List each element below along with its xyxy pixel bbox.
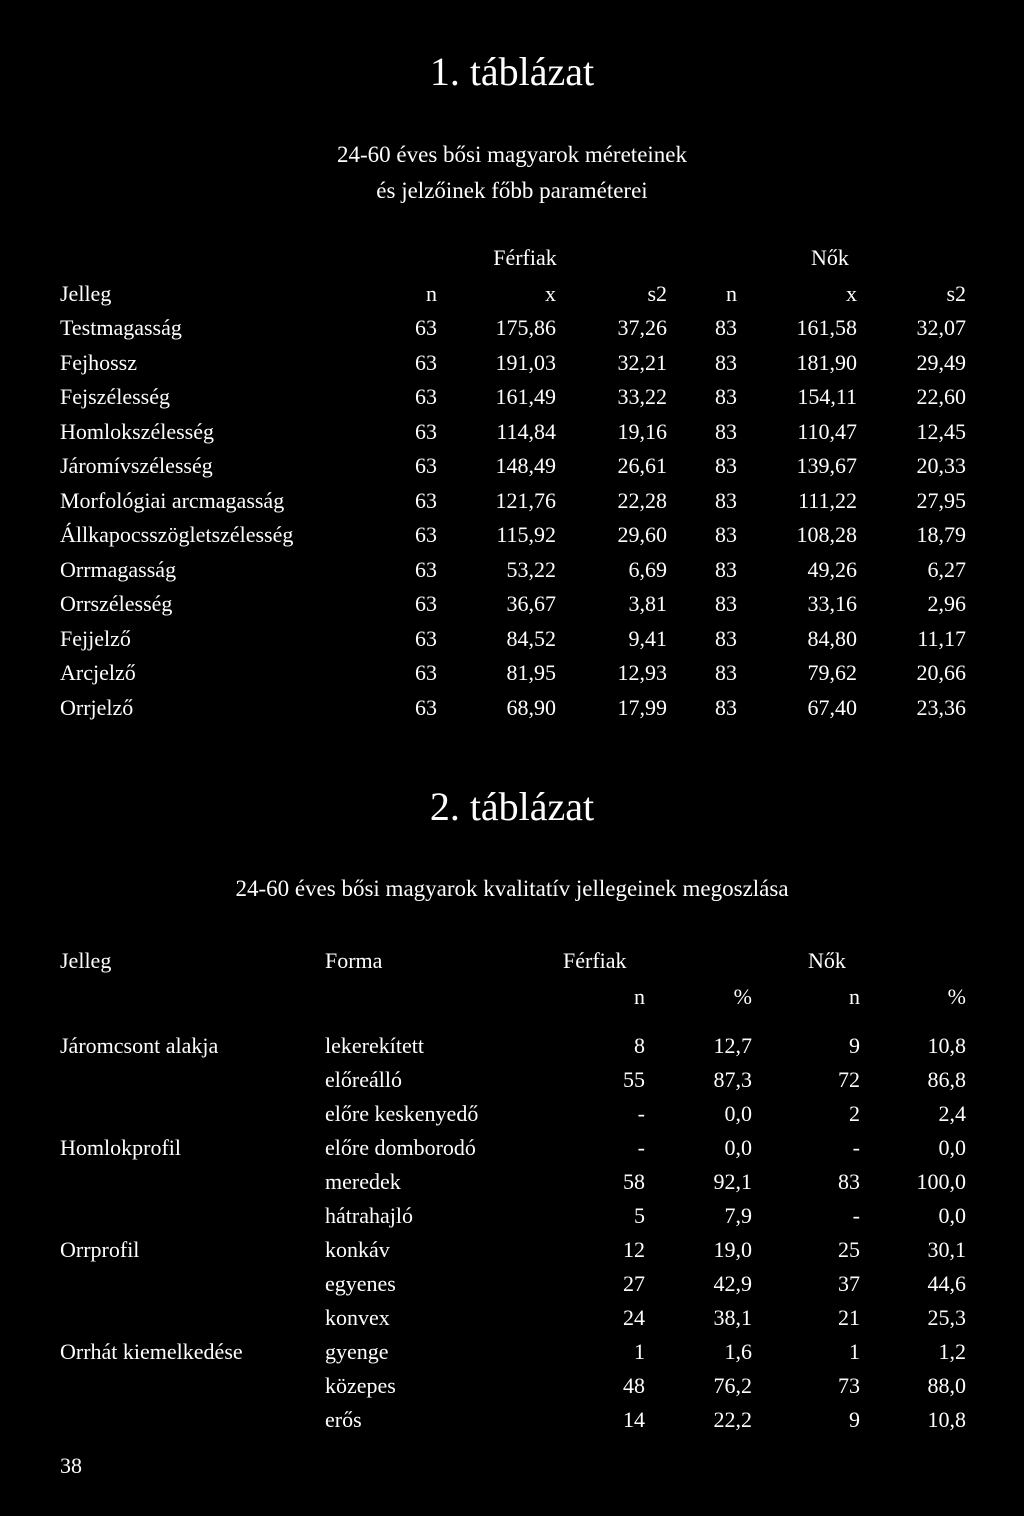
row-label: Fejjelző (60, 625, 131, 651)
column-header: x (846, 281, 857, 306)
table-cell: 26,61 (617, 453, 667, 478)
row-form: meredek (325, 1169, 401, 1194)
table-cell: - (637, 1101, 645, 1126)
table-cell: 1,2 (938, 1339, 966, 1364)
table-cell: 25 (838, 1237, 860, 1262)
column-header-jelleg: Jelleg (60, 948, 112, 973)
table-cell: 8 (634, 1033, 645, 1058)
row-label: Homlokszélesség (60, 418, 214, 444)
table-cell: 63 (415, 591, 437, 616)
table-cell: 17,99 (617, 694, 667, 720)
row-label: Állkapocsszögletszélesség (60, 522, 294, 547)
table-cell: 1 (634, 1339, 645, 1364)
row-form: egyenes (325, 1271, 396, 1296)
table-cell: 19,16 (617, 418, 667, 444)
table2-subtitle: 24-60 éves bősi magyarok kvalitatív jellegeinek megoszlása (235, 876, 789, 901)
row-label: Járomívszélesség (60, 453, 213, 478)
table-cell: 9 (849, 1033, 860, 1058)
row-label: Fejszélesség (60, 384, 170, 409)
table-cell: 2,96 (927, 591, 966, 616)
table-cell: 83 (838, 1169, 860, 1194)
row-form: gyenge (325, 1339, 389, 1364)
table-cell: 63 (415, 522, 437, 547)
table-cell: 83 (715, 349, 737, 375)
table-cell: 6,27 (927, 556, 966, 582)
table-cell: 33,22 (617, 384, 667, 409)
table-cell: 19,0 (713, 1237, 752, 1262)
table-cell: 161,49 (495, 384, 556, 409)
table-cell: 36,67 (506, 591, 556, 616)
column-header-jelleg: Jelleg (60, 281, 112, 306)
table-cell: 38,1 (713, 1305, 752, 1330)
table-cell: 55 (623, 1067, 645, 1092)
table-cell: 63 (415, 660, 437, 685)
table-cell: 18,79 (916, 522, 966, 547)
group-header-men: Férfiak (493, 245, 557, 270)
table-cell: 139,67 (796, 453, 857, 478)
column-header: n (426, 281, 437, 306)
table-cell: 49,26 (807, 556, 857, 582)
table-cell: 63 (415, 625, 437, 651)
table-cell: 29,60 (617, 522, 667, 547)
row-label: Orrszélesség (60, 591, 173, 616)
table-cell: 121,76 (495, 487, 556, 513)
table-cell: 12 (623, 1237, 645, 1262)
table-cell: 83 (715, 522, 737, 547)
table-cell: 32,21 (617, 349, 667, 375)
table1-title: 1. táblázat (429, 49, 595, 94)
row-label: Arcjelző (60, 660, 136, 685)
table-cell: 12,7 (713, 1033, 752, 1058)
column-header-ferfiak: Férfiak (563, 948, 627, 973)
table-cell: 58 (623, 1169, 645, 1194)
table-cell: 2 (849, 1101, 860, 1126)
row-trait: Orrhát kiemelkedése (60, 1339, 243, 1364)
column-header-nok: Nők (808, 948, 846, 973)
table-cell: 161,58 (796, 315, 857, 340)
row-label: Orrjelző (60, 694, 134, 720)
table-cell: 0,0 (724, 1101, 752, 1126)
table-cell: 83 (715, 384, 737, 409)
row-form: közepes (325, 1373, 396, 1398)
table-cell: 22,28 (617, 487, 667, 513)
table-cell: 24 (623, 1305, 645, 1330)
table-cell: 0,0 (938, 1135, 966, 1160)
table-cell: 20,66 (916, 660, 966, 685)
table-cell: 10,8 (927, 1033, 966, 1058)
table-cell: 14 (623, 1407, 645, 1432)
table-cell: 32,07 (916, 315, 966, 340)
table-cell: 29,49 (916, 349, 966, 375)
table-cell: 68,90 (506, 694, 556, 720)
table-cell: 20,33 (916, 453, 966, 478)
table2-title: 2. táblázat (429, 784, 595, 829)
table-cell: 83 (715, 453, 737, 478)
table-cell: 63 (415, 384, 437, 409)
column-subheader: % (947, 984, 966, 1009)
row-label: Testmagasság (60, 315, 182, 340)
table-cell: 115,92 (496, 522, 556, 547)
column-header: s2 (946, 281, 966, 306)
table-cell: 1,6 (724, 1339, 752, 1364)
table-cell: 22,2 (713, 1407, 752, 1432)
table-cell: - (852, 1203, 860, 1228)
table-cell: 3,81 (628, 591, 667, 616)
table-cell: 83 (715, 315, 737, 340)
table-cell: 48 (623, 1373, 645, 1398)
row-label: Orrmagasság (60, 556, 177, 582)
table-cell: 84,52 (506, 625, 556, 651)
table-cell: 73 (838, 1373, 860, 1398)
table-cell: 63 (415, 418, 437, 444)
table-cell: 0,0 (938, 1203, 966, 1228)
column-subheader: n (849, 984, 860, 1009)
table-cell: 7,9 (724, 1203, 752, 1228)
table-cell: - (852, 1135, 860, 1160)
table-cell: 81,95 (506, 660, 556, 685)
table-cell: 12,93 (617, 660, 667, 685)
table-cell: 30,1 (927, 1237, 966, 1262)
table-cell: 110,47 (797, 418, 857, 444)
table-cell: 37 (838, 1271, 860, 1296)
table-cell: 25,3 (927, 1305, 966, 1330)
table-cell: 148,49 (495, 453, 556, 478)
row-form: konkáv (325, 1237, 390, 1262)
table-cell: 92,1 (713, 1169, 752, 1194)
column-header: n (726, 281, 737, 306)
table-cell: 83 (715, 591, 737, 616)
table-cell: 76,2 (713, 1373, 752, 1398)
table-cell: 84,80 (807, 625, 857, 651)
table-cell: 114,84 (496, 418, 556, 444)
table-cell: 83 (715, 487, 737, 513)
row-trait: Járomcsont alakja (60, 1033, 219, 1058)
table-cell: 9,41 (628, 625, 667, 651)
table-cell: 44,6 (927, 1271, 966, 1296)
table-cell: 2,4 (938, 1101, 966, 1126)
row-form: előre keskenyedő (325, 1101, 479, 1126)
row-form: hátrahajló (325, 1203, 413, 1228)
table1-subtitle-line1: 24-60 éves bősi magyarok méreteinek (337, 142, 687, 167)
row-trait: Homlokprofil (60, 1135, 181, 1160)
row-label: Morfológiai arcmagasság (60, 487, 285, 513)
table-cell: 5 (634, 1203, 645, 1228)
table-cell: 83 (715, 556, 737, 582)
table-cell: 0,0 (724, 1135, 752, 1160)
page-number: 38 (60, 1453, 82, 1478)
column-subheader: n (634, 984, 645, 1009)
table-cell: 63 (415, 487, 437, 513)
row-trait: Orrprofil (60, 1237, 140, 1262)
table-cell: - (637, 1135, 645, 1160)
table-cell: 87,3 (713, 1067, 752, 1092)
table-cell: 63 (415, 349, 437, 375)
table-cell: 27 (623, 1271, 645, 1296)
column-header: x (545, 281, 556, 306)
table-cell: 9 (849, 1407, 860, 1432)
table-cell: 100,0 (916, 1169, 966, 1194)
table1-subtitle-line2: és jelzőinek főbb paraméterei (376, 178, 648, 203)
table-cell: 1 (849, 1339, 860, 1364)
table-cell: 53,22 (506, 556, 556, 582)
table-cell: 33,16 (807, 591, 857, 616)
table-cell: 175,86 (495, 315, 556, 340)
table-cell: 11,17 (917, 625, 966, 651)
group-header-women: Nők (811, 245, 849, 270)
row-form: előreálló (325, 1067, 402, 1092)
table-cell: 22,60 (916, 384, 966, 409)
column-subheader: % (733, 984, 752, 1009)
table-cell: 63 (415, 694, 437, 720)
table-cell: 83 (715, 660, 737, 685)
table-cell: 37,26 (617, 315, 667, 340)
column-header-forma: Forma (325, 948, 383, 973)
table-cell: 79,62 (807, 660, 857, 685)
table-cell: 154,11 (797, 384, 857, 409)
table-cell: 63 (415, 453, 437, 478)
table-cell: 27,95 (916, 487, 966, 513)
table-cell: 67,40 (807, 694, 857, 720)
table-cell: 6,69 (628, 556, 667, 582)
row-label: Fejhossz (60, 349, 137, 375)
column-header: s2 (647, 281, 667, 306)
row-form: lekerekített (325, 1033, 424, 1058)
table-cell: 23,36 (916, 694, 966, 720)
table-cell: 63 (415, 556, 437, 582)
table-cell: 12,45 (916, 418, 966, 444)
row-form: előre domborodó (325, 1135, 476, 1160)
table-cell: 10,8 (927, 1407, 966, 1432)
row-form: erős (325, 1407, 362, 1432)
table-cell: 181,90 (796, 349, 857, 375)
table-cell: 83 (715, 694, 737, 720)
table-cell: 42,9 (713, 1271, 752, 1296)
table-cell: 72 (838, 1067, 860, 1092)
table-cell: 83 (715, 625, 737, 651)
table-cell: 88,0 (927, 1373, 966, 1398)
table-cell: 111,22 (798, 487, 857, 513)
table-cell: 86,8 (927, 1067, 966, 1092)
row-form: konvex (325, 1305, 390, 1330)
table-cell: 83 (715, 418, 737, 444)
table-cell: 108,28 (796, 522, 857, 547)
table-cell: 21 (838, 1305, 860, 1330)
table-cell: 191,03 (495, 349, 556, 375)
table-cell: 63 (415, 315, 437, 340)
